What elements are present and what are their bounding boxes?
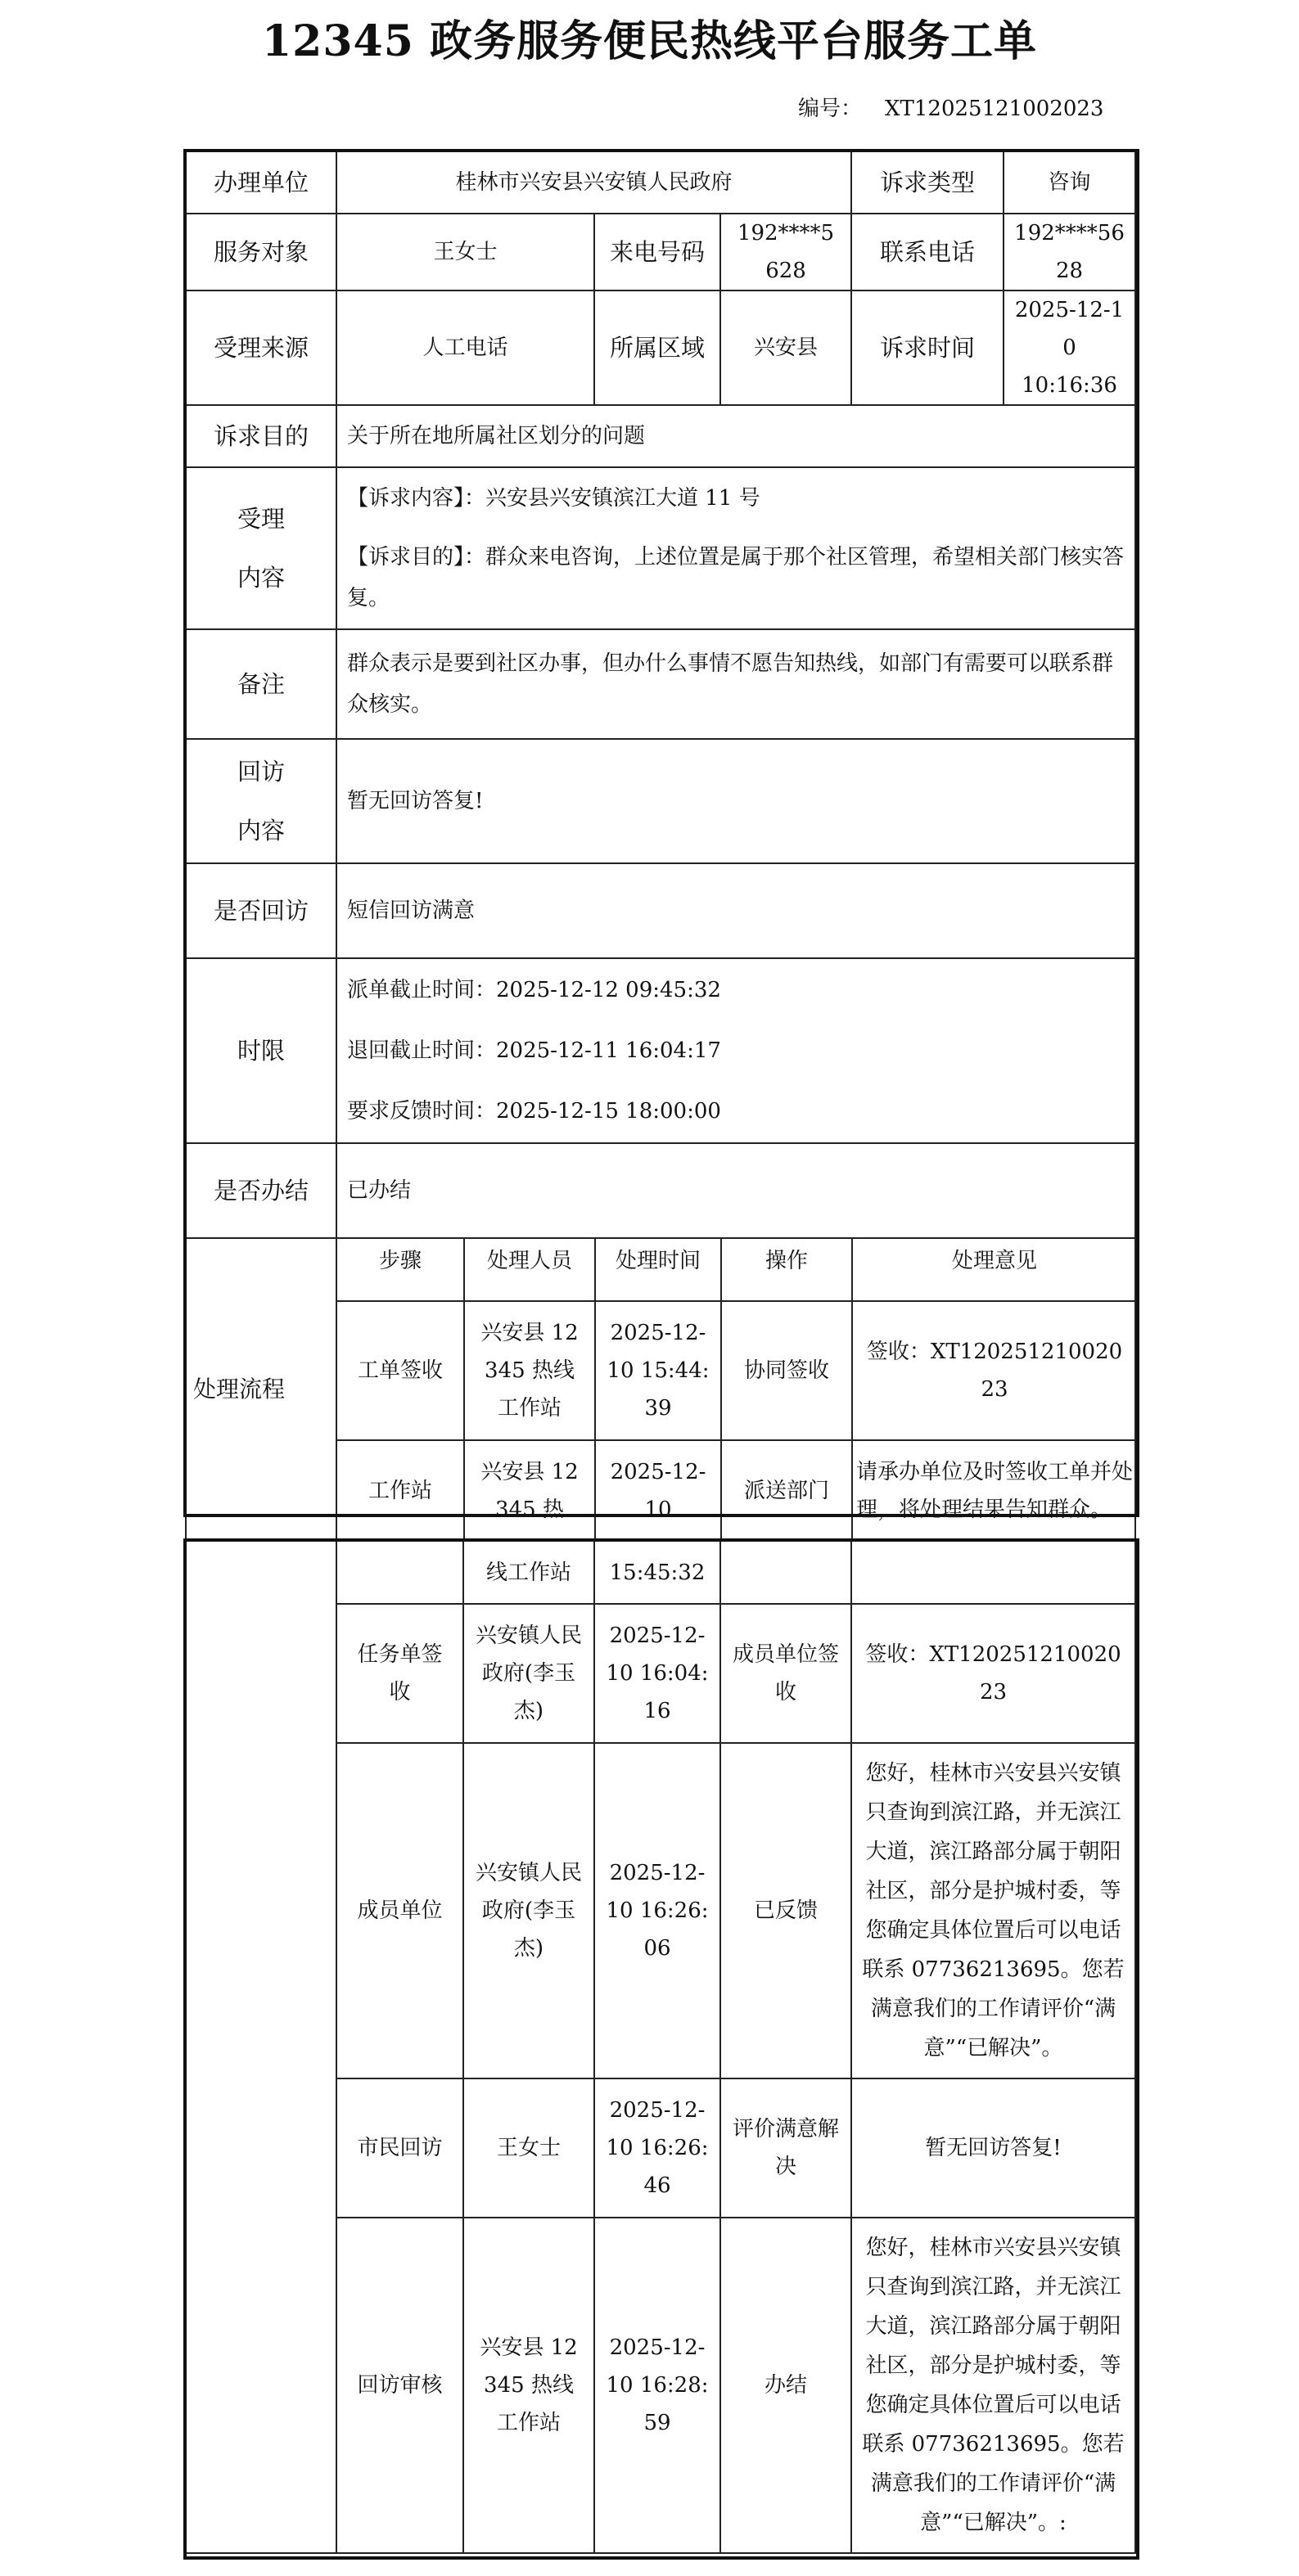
remark-value: 群众表示是要到社区办事，但办什么事情不愿告知热线，如部门有需要可以联系群众核实。 (336, 629, 1135, 739)
row3-opinion: 签收：XT12025121002023 (851, 1604, 1135, 1743)
limit-label: 时限 (186, 958, 336, 1143)
contact-label: 联系电话 (851, 214, 1004, 290)
process-label-continued (186, 1542, 336, 2553)
row4-opinion: 您好，桂林市兴安县兴安镇只查询到滨江路，并无滨江大道，滨江路部分属于朝阳社区，部分是护城村委，等您确定具体位置后可以电话联系 07736213695。您若满意我们的工作请评价“满意”“已解决”。 (851, 1743, 1135, 2078)
time-label: 诉求时间 (851, 290, 1004, 405)
row6-person: 兴安县 12345 热线工作站 (463, 2218, 594, 2553)
table-row (337, 1440, 1135, 1540)
area-label: 所属区域 (594, 290, 720, 405)
process-table-cell (336, 1238, 1135, 1540)
row5-op: 评价满意解决 (720, 2078, 851, 2218)
done-label: 是否办结 (186, 1143, 336, 1238)
row1-person: 兴安县 12345 热线工作站 (464, 1301, 595, 1440)
ticket-code (798, 92, 1103, 122)
source-value: 人工电话 (336, 290, 594, 405)
revisit-value: 短信回访满意 (336, 863, 1135, 958)
header-step: 步骤 (337, 1239, 464, 1301)
table-row (337, 1301, 1135, 1440)
type-value: 咨询 (1004, 151, 1135, 214)
row2-person-a: 兴安县 12345 热 (464, 1440, 595, 1540)
row5-person: 王女士 (463, 2078, 594, 2218)
remark-label: 备注 (186, 629, 336, 739)
row6-time: 2025-12-10 16:28:59 (594, 2218, 720, 2553)
area-value: 兴安县 (720, 290, 851, 405)
content-line-2: 【诉求目的】：群众来电咨询，上述位置是属于那个社区管理，希望相关部门核实答复。 (347, 545, 1125, 610)
time-date: 2025-12-10 (1014, 298, 1125, 360)
done-value: 已办结 (336, 1143, 1135, 1238)
row4-person: 兴安镇人民政府(李玉杰) (463, 1743, 594, 2078)
row5-step: 市民回访 (336, 2078, 463, 2218)
process-table-page1 (337, 1239, 1135, 1540)
purpose-label: 诉求目的 (186, 405, 336, 467)
header-person: 处理人员 (464, 1239, 595, 1301)
type-label: 诉求类型 (851, 151, 1004, 214)
header-opinion: 处理意见 (852, 1239, 1135, 1301)
process-label: 处理流程 (186, 1238, 336, 1540)
visit-value: 暂无回访答复! (336, 739, 1135, 863)
row5-opinion: 暂无回访答复! (851, 2078, 1135, 2218)
limit-value (336, 958, 1135, 1143)
row2-opinion-continued (851, 1542, 1135, 1604)
caller-value: 192****5628 (720, 214, 851, 290)
process-table-page2 (185, 1542, 1136, 2554)
row6-step: 回访审核 (336, 2218, 463, 2553)
target-value: 王女士 (336, 214, 594, 290)
row2-step-continued (336, 1542, 463, 1604)
target-label: 服务对象 (186, 214, 336, 290)
row4-op: 已反馈 (720, 1743, 851, 2078)
row1-step: 工单签收 (337, 1301, 464, 1440)
visit-label: 回访 内容 (186, 739, 336, 863)
content-label: 受理 内容 (186, 467, 336, 629)
row4-time: 2025-12-10 16:26:06 (594, 1743, 720, 2078)
row6-op: 办结 (720, 2218, 851, 2553)
row5-time: 2025-12-10 16:26:46 (594, 2078, 720, 2218)
page-title: 12345 政务服务便民热线平台服务工单 (261, 16, 1037, 66)
row4-step: 成员单位 (336, 1743, 463, 2078)
limit-line-3: 要求反馈时间：2025-12-15 18:00:00 (347, 1099, 721, 1124)
row1-op: 协同签收 (721, 1301, 852, 1440)
purpose-value: 关于所在地所属社区划分的问题 (336, 405, 1135, 467)
work-order-table-page1 (185, 151, 1136, 1541)
row1-time: 2025-12-10 15:44:39 (595, 1301, 721, 1440)
row1-opinion: 签收：XT12025121002023 (852, 1301, 1135, 1440)
content-value (336, 467, 1135, 629)
content-line-1: 【诉求内容】：兴安县兴安镇滨江大道 11 号 (347, 486, 760, 511)
caller-label: 来电号码 (594, 214, 720, 290)
contact-value: 192****5628 (1004, 214, 1135, 290)
row2-time-b: 15:45:32 (594, 1542, 720, 1604)
ticket-code-value: XT12025121002023 (885, 97, 1104, 121)
limit-line-1: 派单截止时间：2025-12-12 09:45:32 (347, 978, 721, 1002)
source-label: 受理来源 (186, 290, 336, 405)
row2-op-continued (720, 1542, 851, 1604)
row2-op: 派送部门 (721, 1440, 852, 1540)
unit-value: 桂林市兴安县兴安镇人民政府 (336, 151, 851, 214)
row6-opinion: 您好，桂林市兴安县兴安镇只查询到滨江路，并无滨江大道，滨江路部分属于朝阳社区，部分是护城村委，等您确定具体位置后可以电话联系 07736213695。您若满意我们的工作请评价“满意”“已解决”。: (851, 2218, 1135, 2553)
row2-time-a: 2025-12-10 (595, 1440, 721, 1540)
header-op: 操作 (721, 1239, 852, 1301)
row3-time: 2025-12-10 16:04:16 (594, 1604, 720, 1743)
row3-op: 成员单位签收 (720, 1604, 851, 1743)
table-row (186, 1542, 1135, 1604)
revisit-label: 是否回访 (186, 863, 336, 958)
limit-line-2: 退回截止时间：2025-12-11 16:04:17 (347, 1038, 721, 1063)
row2-step: 工作站 (337, 1440, 464, 1540)
row2-person-b: 线工作站 (463, 1542, 594, 1604)
time-value (1004, 290, 1135, 405)
ticket-code-label: 编号： (798, 97, 863, 121)
row3-person: 兴安镇人民政府(李玉杰) (463, 1604, 594, 1743)
unit-label: 办理单位 (186, 151, 336, 214)
row2-opinion: 请承办单位及时签收工单并处理，将处理结果告知群众。 (852, 1440, 1135, 1540)
time-clock: 10:16:36 (1022, 373, 1117, 398)
header-time: 处理时间 (595, 1239, 721, 1301)
row3-step: 任务单签收 (336, 1604, 463, 1743)
